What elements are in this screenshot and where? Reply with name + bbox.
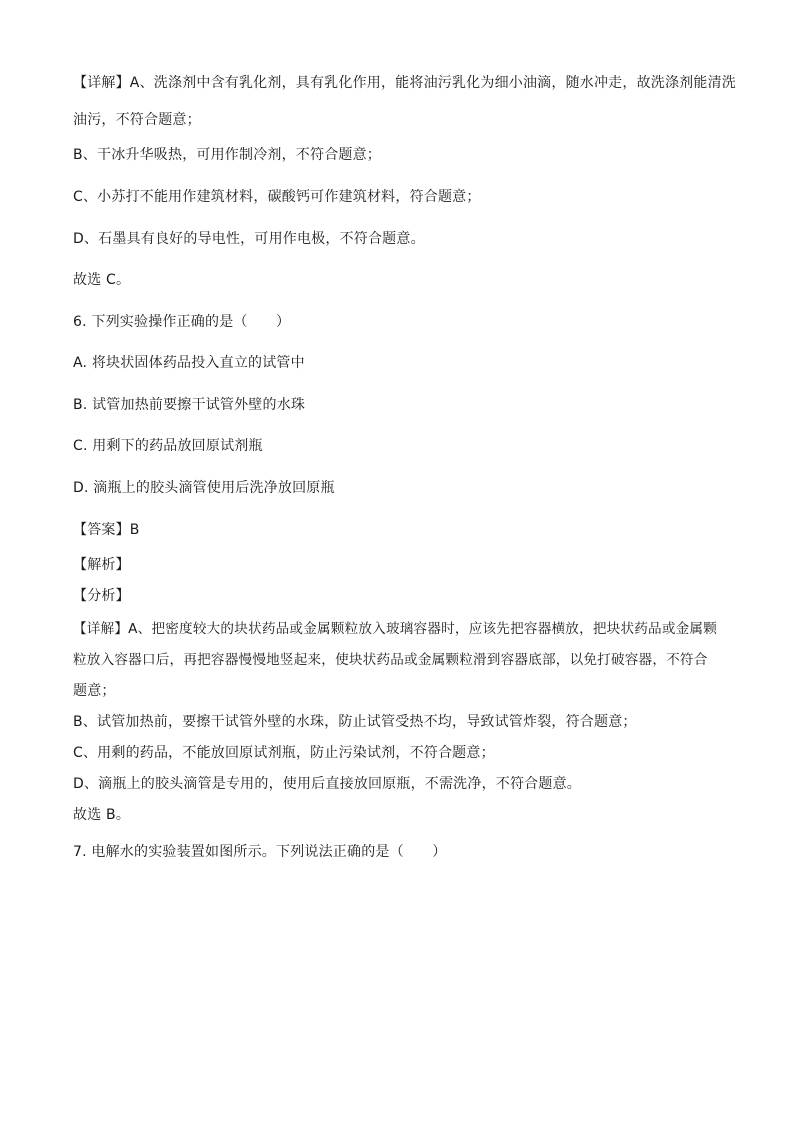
explanation-q6-option-c: C、用剩的药品，不能放回原试剂瓶，防止污染试剂，不符合题意； <box>73 745 495 761</box>
explanation-q5-option-c: C、小苏打不能用作建筑材料，碳酸钙可作建筑材料，符合题意； <box>73 189 481 205</box>
q6-conclusion: 故选 B。 <box>73 807 131 823</box>
answer-label: 【答案】B <box>73 522 140 538</box>
question-6-option-d: D. 滴瓶上的胶头滴管使用后洗净放回原瓶 <box>73 480 335 496</box>
explanation-q5-option-a-cont: 油污，不符合题意； <box>73 112 201 128</box>
explanation-q5-option-b: B、干冰升华吸热，可用作制冷剂，不符合题意； <box>73 147 382 163</box>
explanation-q5-option-a: 【详解】A、洗涤剂中含有乳化剂，具有乳化作用，能将油污乳化为细小油滴，随水冲走，故洗涤剂能清洗 <box>73 75 736 91</box>
analysis-heading: 【解析】 <box>73 557 130 573</box>
analysis-subheading: 【分析】 <box>73 588 130 604</box>
explanation-q6-option-a: 【详解】A、把密度较大的块状药品或金属颗粒放入玻璃容器时，应该先把容器横放，把块状药品或金属颗 <box>73 621 718 637</box>
question-6-option-b: B. 试管加热前要擦干试管外壁的水珠 <box>73 397 306 413</box>
question-7-stem: 7. 电解水的实验装置如图所示。下列说法正确的是（ ） <box>73 844 447 860</box>
question-6-stem: 6. 下列实验操作正确的是（ ） <box>73 314 291 330</box>
question-6-option-c: C. 用剩下的药品放回原试剂瓶 <box>73 438 263 454</box>
q5-conclusion: 故选 C。 <box>73 272 131 288</box>
explanation-q6-option-a-cont1: 粒放入容器口后，再把容器慢慢地竖起来，使块状药品或金属颗粒滑到容器底部，以免打破容器，不符合 <box>73 652 708 668</box>
explanation-q6-option-b: B、试管加热前，要擦干试管外壁的水珠，防止试管受热不均，导致试管炸裂，符合题意； <box>73 714 637 730</box>
question-6-option-a: A. 将块状固体药品投入直立的试管中 <box>73 355 305 371</box>
explanation-q6-option-a-cont2: 题意； <box>73 683 116 699</box>
explanation-q6-option-d: D、滴瓶上的胶头滴管是专用的，使用后直接放回原瓶，不需洗净，不符合题意。 <box>73 776 581 792</box>
explanation-q5-option-d: D、石墨具有良好的导电性，可用作电极，不符合题意。 <box>73 231 425 247</box>
